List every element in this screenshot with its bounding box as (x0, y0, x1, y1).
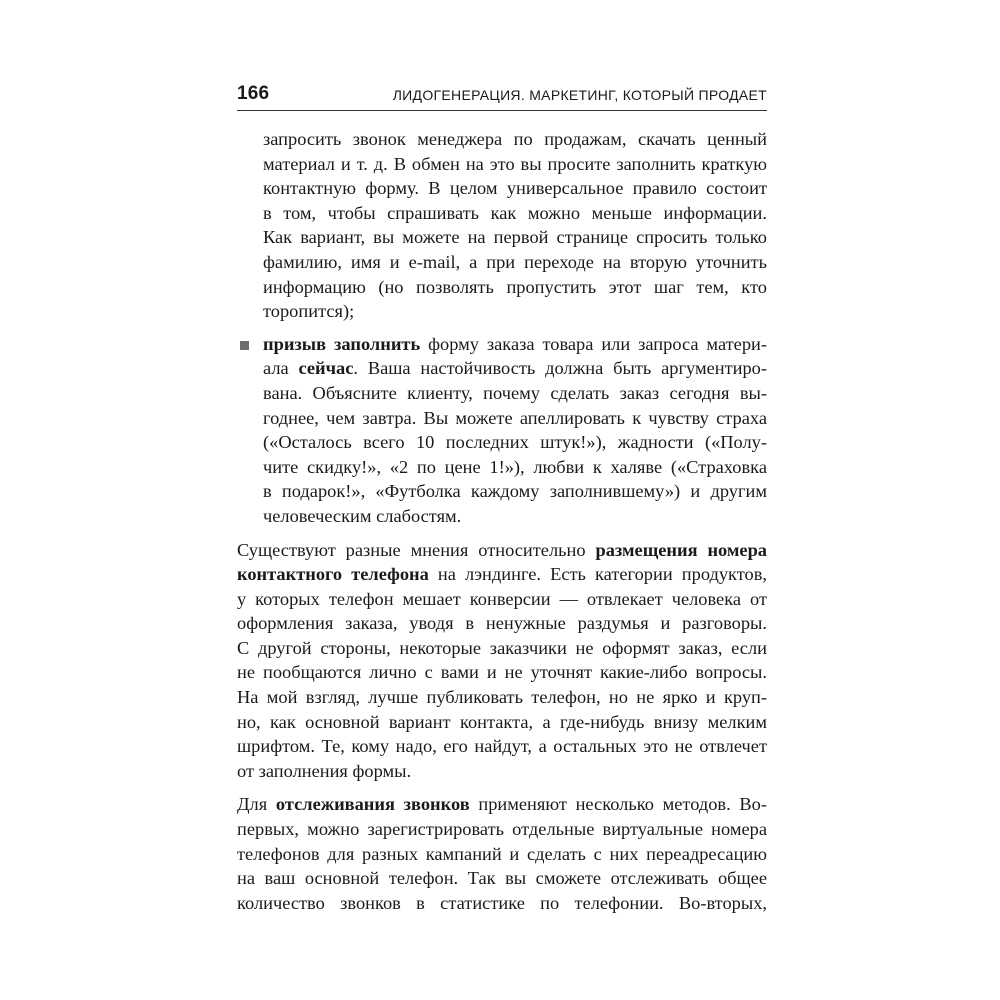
text-fragment: Существуют разные мнения относительно (237, 539, 596, 560)
bold-phrase: отслеживания звонков (275, 794, 470, 815)
text-fragment: форму заказа товара или запроса матери- (420, 333, 767, 354)
page-body (237, 127, 767, 915)
text-line (237, 538, 767, 563)
page-number: 166 (237, 83, 270, 104)
paragraph-call-tracking (237, 792, 767, 915)
text-line: шрифтом. Те, кому надо, его найдут, а остальных это не отвлечет (237, 736, 767, 757)
text-line: количество звонков в статистике по телефонии. Во-вторых, (237, 892, 767, 913)
text-line: вана. Объясните клиенту, почему сделать заказ сегодня вы- (263, 382, 767, 403)
text-line: в подарок!», «Футболка каждому заполнившему») и другим (263, 481, 767, 502)
text-line (237, 792, 767, 817)
running-title: ЛИДОГЕНЕРАЦИЯ. МАРКЕТИНГ, КОТОРЫЙ ПРОДАЕТ (392, 87, 767, 103)
text-line: в том, чтобы спрашивать как можно меньше информации. (263, 202, 767, 223)
text-line: чите скидку!», «2 по цене 1!»), любви к халяве («Страховка (263, 456, 767, 477)
text-line: С другой стороны, некоторые заказчики не оформят заказ, если (237, 637, 767, 658)
text-line: телефонов для разных кампаний и сделать с них переадресацию (237, 843, 767, 864)
text-line: Как вариант, вы можете на первой странице спросить только (263, 227, 767, 248)
text-line: человеческим слабостям. (263, 505, 462, 526)
text-line: оформления заказа, уводя в ненужные раздумья и разговоры. (237, 613, 767, 634)
text-line: первых, можно зарегистрировать отдельные виртуальные номера (237, 819, 767, 840)
bold-phrase: контактного телефона (237, 564, 429, 585)
text-line (237, 332, 767, 357)
text-line: («Осталось всего 10 последних штук!»), жадности («Полу- (263, 432, 767, 453)
header-divider (237, 110, 767, 111)
text-line: На мой взгляд, лучше публиковать телефон, но не ярко и круп- (237, 687, 767, 708)
text-line: но, как основной вариант контакта, а где-нибудь внизу мелким (237, 711, 767, 732)
text-fragment: Для (237, 794, 276, 815)
text-line: запросить звонок менеджера по продажам, скачать ценный (263, 129, 767, 149)
text-line: на ваш основной телефон. Так вы сможете отслеживать общее (237, 868, 767, 889)
text-line: фамилию, имя и e-mail, а при переходе на вторую уточнить (263, 251, 767, 272)
text-fragment: на лэндинге. Есть категории продуктов, (428, 564, 767, 585)
text-line: контактную форму. В целом универсальное правило состоит (263, 178, 767, 199)
text-line: материал и т. д. В обмен на это вы просите заполнить краткую (263, 153, 767, 174)
bold-phrase: сейчас (298, 358, 354, 379)
text-fragment: ала (263, 358, 299, 379)
square-bullet-icon (240, 341, 249, 350)
text-line: у которых телефон мешает конверсии — отвлекает человека от (237, 588, 767, 609)
text-line: не пообщаются лично с вами и не уточнят какие-либо вопросы. (237, 662, 767, 683)
text-line (237, 562, 767, 587)
text-line: информацию (но позволять пропустить этот шаг тем, кто (263, 276, 767, 297)
text-line: от заполнения формы. (237, 760, 412, 781)
text-fragment: применяют несколько методов. Во- (469, 794, 767, 815)
page-header (237, 80, 767, 108)
bold-phrase: призыв заполнить (263, 333, 421, 354)
text-line: годнее, чем завтра. Вы можете апеллировать к чувству страха (263, 407, 767, 428)
bold-phrase: размещения номера (595, 539, 768, 560)
text-line: торопится); (263, 301, 355, 322)
list-item (237, 332, 767, 529)
paragraph-phone-placement (237, 538, 767, 784)
list-continuation (237, 127, 767, 324)
text-fragment: . Ваша настойчивость должна быть аргументиро- (353, 358, 768, 379)
text-line (237, 356, 767, 381)
